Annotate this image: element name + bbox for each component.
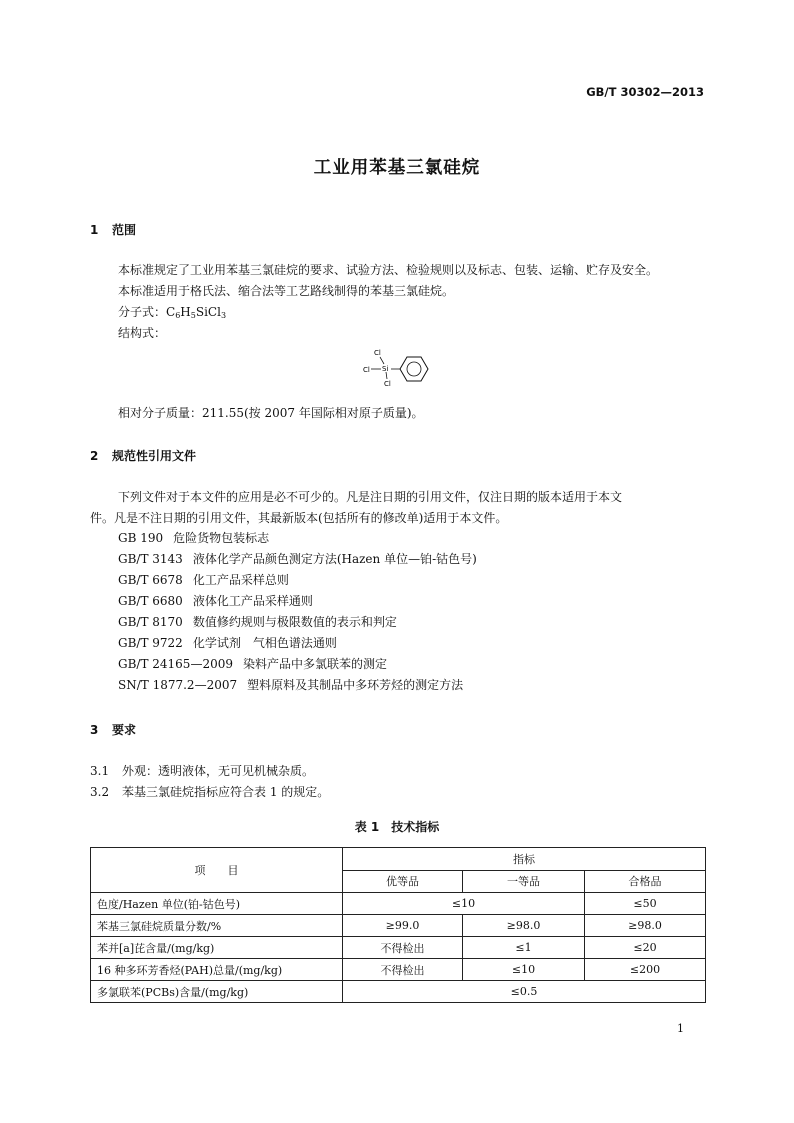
cl-left-label: Cl <box>363 366 370 374</box>
reference-item: GB/T 6678 化工产品采样总则 <box>118 573 289 587</box>
table-cell-item: 色度/Hazen 单位(铂-钴色号) <box>91 893 343 915</box>
table-row <box>91 893 706 915</box>
reference-item: SN/T 1877.2—2007 塑料原料及其制品中多环芳烃的测定方法 <box>118 678 464 692</box>
table-cell-value: ≥98.0 <box>463 915 585 937</box>
column-header-item: 项 目 <box>91 848 343 893</box>
table-cell-value: 不得检出 <box>343 937 463 959</box>
table-row <box>91 959 706 981</box>
bond-line <box>380 357 384 364</box>
technical-specs-table <box>90 847 706 1003</box>
reference-item: GB/T 9722 化学试剂 气相色谱法通则 <box>118 636 337 650</box>
section-title: 要求 <box>112 723 137 737</box>
section-title: 规范性引用文件 <box>112 449 197 463</box>
section-3-heading <box>90 721 136 738</box>
aromatic-circle <box>407 362 421 376</box>
reference-item: GB/T 3143 液体化学产品颜色测定方法(Hazen 单位—铂-钴色号) <box>118 552 477 566</box>
column-header-grade: 合格品 <box>585 870 706 893</box>
table-cell-value: ≤10 <box>463 959 585 981</box>
scope-paragraph-1: 本标准规定了工业用苯基三氯硅烷的要求、试验方法、检验规则以及标志、包装、运输、贮存及安全。 <box>118 263 659 277</box>
table-row <box>91 937 706 959</box>
reference-item: GB/T 8170 数值修约规则与极限数值的表示和判定 <box>118 615 397 629</box>
table-cell-value: ≥98.0 <box>585 915 706 937</box>
section-number: 1 <box>90 223 99 237</box>
scope-paragraph-2: 本标准适用于格氏法、缩合法等工艺路线制得的苯基三氯硅烷。 <box>118 284 455 298</box>
document-code: GB/T 30302—2013 <box>586 85 704 99</box>
structural-formula-diagram <box>360 344 440 392</box>
clause-3-1: 3.1 外观：透明液体，无可见机械杂质。 <box>90 764 315 778</box>
si-label: Si <box>382 365 389 373</box>
page-number: 1 <box>677 1022 684 1035</box>
table-cell-value: ≤1 <box>463 937 585 959</box>
table-cell-value: 不得检出 <box>343 959 463 981</box>
clause-3-2: 3.2 苯基三氯硅烷指标应符合表 1 的规定。 <box>90 785 330 799</box>
table-cell-value: ≤200 <box>585 959 706 981</box>
table-caption: 表 1 技术指标 <box>354 820 440 834</box>
references-intro-line-1: 下列文件对于本文件的应用是必不可少的。凡是注日期的引用文件，仅注日期的版本适用于本文 <box>118 490 623 504</box>
section-title: 范围 <box>112 223 137 237</box>
table-cell-value: ≥99.0 <box>343 915 463 937</box>
bond-line <box>386 372 387 379</box>
table-cell-value: ≤50 <box>585 893 706 915</box>
benzene-ring <box>400 357 428 381</box>
table-cell-value: ≤20 <box>585 937 706 959</box>
table-cell-item: 苯并[a]芘含量/(mg/kg) <box>91 937 343 959</box>
section-number: 2 <box>90 449 99 463</box>
cl-top-label: Cl <box>374 349 381 357</box>
table-cell-item: 多氯联苯(PCBs)含量/(mg/kg) <box>91 981 343 1003</box>
table-cell-value: ≤0.5 <box>343 981 706 1003</box>
molecular-mass: 相对分子质量：211.55(按 2007 年国际相对原子质量)。 <box>118 406 424 420</box>
table-row <box>91 981 706 1003</box>
table-header-row <box>91 848 706 871</box>
page-title: 工业用苯基三氯硅烷 <box>313 158 481 178</box>
cl-bottom-label: Cl <box>384 380 391 388</box>
table-cell-item: 苯基三氯硅烷质量分数/% <box>91 915 343 937</box>
section-number: 3 <box>90 723 99 737</box>
reference-item: GB/T 6680 液体化工产品采样通则 <box>118 594 313 608</box>
reference-item: GB/T 24165—2009 染料产品中多氯联苯的测定 <box>118 657 387 671</box>
column-header-index: 指标 <box>343 848 706 871</box>
table-cell-value: ≤10 <box>343 893 585 915</box>
reference-item: GB 190 危险货物包装标志 <box>118 531 270 545</box>
table-cell-item: 16 种多环芳香烃(PAH)总量/(mg/kg) <box>91 959 343 981</box>
column-header-grade: 一等品 <box>463 870 585 893</box>
column-header-grade: 优等品 <box>343 870 463 893</box>
structure-label: 结构式： <box>118 326 167 340</box>
table-row <box>91 915 706 937</box>
section-2-heading <box>90 447 196 464</box>
section-1-heading <box>90 221 136 238</box>
references-intro-line-2: 件。凡是不注日期的引用文件，其最新版本(包括所有的修改单)适用于本文件。 <box>90 511 508 525</box>
molecular-formula: 分子式：$C_6H_5SiCl_3$ <box>118 305 227 320</box>
